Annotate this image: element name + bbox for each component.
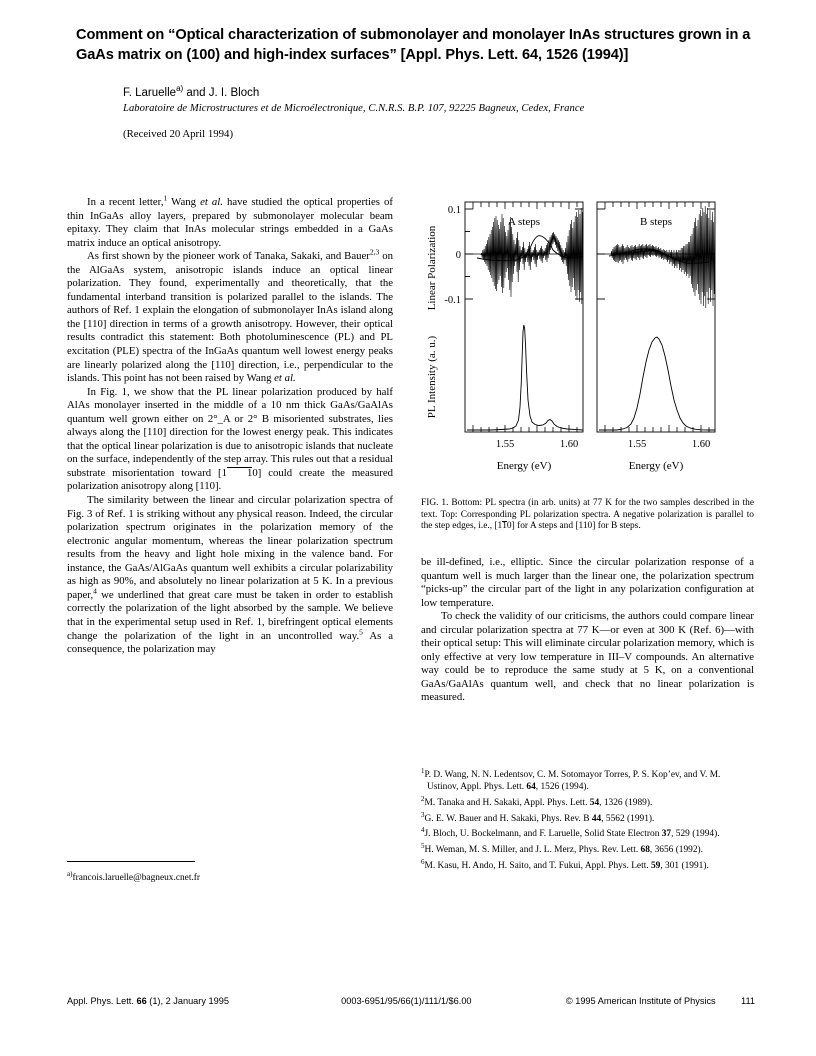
p4-text-a: The similarity between the linear and circular polarization spectra of Fig. 3 of Ref. 1 is striking without any physical reason. Indeed, the circular polarization spectrum originates in the polarization memory of the electronic angular momentum, whereas the linear polarization spectrum results from the heavy and light hole mixing in the valence band. For instance, the GaAs/AlGaAs quantum well exhibits a circular polarizability as high as 90%, and absolutely no linear polarization at 5 K. In a previous paper, bbox=[67, 494, 393, 601]
reference-item bbox=[421, 857, 754, 873]
p4-text-b: we underlined that great care must be taken in order to establish correctly the polarization of the light absorbed by the sample. We believe that in the experimental setup used in Ref. 1, birefringent optical elements change the polarization of the light in an uncontrolled way. bbox=[67, 588, 393, 642]
paragraph-1 bbox=[67, 193, 393, 250]
citation-ref-2-3[interactable]: 2,3 bbox=[369, 247, 380, 257]
footer-article-code: 0003-6951/95/66(1)/111/1/$6.00 bbox=[341, 996, 472, 1006]
figure-1-svg bbox=[421, 192, 754, 488]
footer-journal-volume: 66 bbox=[136, 996, 147, 1006]
author-names: F. Laruelle bbox=[123, 86, 177, 99]
reference-item bbox=[421, 766, 754, 794]
reference-text-post: , 1526 (1994). bbox=[535, 781, 589, 792]
reference-text-post: , 1326 (1989). bbox=[599, 797, 653, 808]
reference-item bbox=[421, 794, 754, 810]
paragraph-2 bbox=[67, 247, 394, 385]
reference-volume: 59 bbox=[650, 861, 661, 872]
footer-journal-post: (1), 2 January 1995 bbox=[146, 996, 229, 1006]
reference-text-pre: M. Tanaka and H. Sakaki, Appl. Phys. Lett. bbox=[424, 797, 590, 808]
affiliation: Laboratoire de Microstructures et de Microélectronique, C.N.R.S. B.P. 107, 92225 Bagneux, Cedex, France bbox=[123, 102, 585, 114]
p1-text-b: Wang bbox=[167, 196, 201, 208]
p4-text-c: As a consequence, the polarization may bbox=[67, 629, 394, 656]
reference-volume: 68 bbox=[640, 845, 650, 856]
left-column bbox=[67, 193, 394, 657]
p2-text-a: As first shown by the pioneer work of Tanaka, Sakaki, and Bauer bbox=[87, 250, 370, 263]
footer-copyright: © 1995 American Institute of Physics bbox=[565, 996, 716, 1006]
reference-text-pre: J. Bloch, U. Bockelmann, and F. Laruelle, Solid State Electron bbox=[424, 829, 662, 840]
reference-item bbox=[421, 810, 754, 826]
x-tick-b-160: 1.60 bbox=[691, 439, 711, 450]
p3-text-b: 0] could create the measured polarization anisotropy along [110]. bbox=[67, 466, 394, 493]
reference-number: 1 bbox=[421, 767, 425, 775]
figure-caption-label: FIG. 1. bbox=[421, 498, 449, 508]
p2-text-b: on the AlGaAs system, anisotropic islands induce an optical linear polarization. They found, experimentally and theoretically, that the fundamental interband transition is polarized parallel to the islands. The authors of Ref. 1 explain the elongation of submonolayer InAs island along the [110] direction in terms of a growth anisotropy. However, their optical results contradict this statement: Both photoluminescence (PL) and PL excitation (PLE) spectra of the InGaAs quantum well lowest energy peaks are linearly polarized along the [110] direction, i.e., perpendicular to the islands. This point has not been raised by Wang bbox=[67, 250, 394, 385]
reference-text-pre: H. Weman, M. S. Miller, and J. L. Merz, Phys. Rev. Lett. bbox=[424, 845, 641, 856]
figure-caption-part-a: Bottom: PL spectra (in arb. units) at 77 K for the two samples described in the text. Top: Corresponding PL polarization spectra. A negative polarization is parallel to the step edges, i.e., [1 bbox=[421, 498, 755, 532]
p1-text-c: have studied the optical properties of thin InGaAs alloy layers, prepared by submonolayer molecular beam epitaxy. They claim that InAs molecular strings embedded in a GaAs matrix induce an optical anisotropy. bbox=[67, 196, 393, 249]
figure-caption-overbar: 1 bbox=[502, 521, 507, 532]
reference-volume: 44 bbox=[591, 813, 602, 824]
reference-number: 6 bbox=[421, 858, 425, 867]
reference-number: 2 bbox=[421, 794, 425, 803]
citation-ref-4[interactable]: 4 bbox=[93, 586, 97, 596]
footnote-email-text[interactable]: francois.laruelle@bagneux.cnet.fr bbox=[72, 873, 201, 884]
miller-index-overbar: 1 bbox=[227, 467, 252, 478]
x-axis-label-b: Energy (eV) bbox=[628, 460, 684, 472]
received-date: (Received 20 April 1994) bbox=[123, 127, 234, 140]
footnote-divider bbox=[67, 861, 195, 862]
author-names-rest: and J. I. Bloch bbox=[183, 86, 260, 99]
y-tick-0.1: 0.1 bbox=[447, 205, 461, 216]
title-block bbox=[76, 26, 756, 140]
citation-ref-5[interactable]: 5 bbox=[359, 626, 363, 636]
reference-text-pre: P. D. Wang, N. N. Ledentsov, C. M. Sotomayor Torres, P. S. Kop’ev, and V. M. Ustinov, Appl. Phys. Lett. bbox=[424, 770, 721, 792]
reference-text-pre: M. Kasu, H. Ando, H. Saito, and T. Fukui, Appl. Phys. Lett. bbox=[424, 861, 651, 872]
reference-text-pre: G. E. W. Bauer and H. Sakaki, Phys. Rev. B bbox=[424, 813, 592, 824]
author-footnote-marker[interactable]: a) bbox=[176, 84, 184, 93]
reference-text-post: , 3656 (1992). bbox=[649, 845, 704, 856]
pl-spectrum-b bbox=[599, 337, 715, 430]
p1-italic: et al. bbox=[200, 196, 223, 208]
references-list bbox=[421, 766, 754, 873]
reference-volume: 37 bbox=[661, 829, 672, 840]
reference-text-post: , 301 (1991). bbox=[660, 861, 709, 872]
figure-caption-part-b: 0] for A steps and [110] for B steps. bbox=[506, 521, 641, 532]
right-column bbox=[421, 556, 754, 705]
reference-item bbox=[421, 825, 754, 841]
p3-text-a: In Fig. 1, we show that the PL linear polarization produced by half AlAs monolayer inserted in the middle of a 10 nm thick GaAs/GaAlAs quantum well grown either on 2°_A or 2° B misoriented substrates, lies always along the [110] direction for the lowest energy peak. This indicates that the optical linear polarization is due to anisotropic islands that nucleate on the surface, independently of the step array. This rules out that a residual substrate misorientation toward [1 bbox=[67, 385, 393, 479]
reference-number: 3 bbox=[421, 810, 425, 819]
reference-number: 4 bbox=[421, 826, 425, 835]
figure-1 bbox=[421, 192, 754, 488]
citation-ref-1[interactable]: 1 bbox=[163, 193, 168, 203]
reference-item bbox=[421, 841, 754, 857]
footer-journal-pre: Appl. Phys. Lett. bbox=[67, 996, 137, 1006]
footnote-email bbox=[67, 868, 393, 884]
panel-label-b-steps: B steps bbox=[639, 216, 673, 228]
pl-spectrum-a bbox=[467, 325, 583, 430]
right-paragraph-1: be ill-defined, i.e., elliptic. Since the circular polarization response of a quantum well is much larger than the linear one, the polarization spectrum “picks-up” the circular part of the light in any polarization configuration at low temperature. bbox=[421, 556, 754, 609]
x-axis-label-a: Energy (eV) bbox=[496, 460, 552, 472]
footer-page-number: 111 bbox=[741, 996, 755, 1006]
paragraph-3 bbox=[67, 386, 393, 494]
page-footer bbox=[67, 996, 755, 1006]
reference-volume: 54 bbox=[589, 797, 600, 808]
x-tick-a-155: 1.55 bbox=[495, 439, 515, 450]
author-line bbox=[123, 82, 756, 100]
reference-volume: 64 bbox=[526, 781, 536, 792]
footer-journal bbox=[67, 996, 297, 1006]
x-tick-b-155: 1.55 bbox=[627, 439, 647, 450]
figure-caption bbox=[421, 498, 754, 533]
page-title: Comment on “Optical characterization of submonolayer and monolayer InAs structures grown in a GaAs matrix on (100) and high-index surfaces” [Appl. Phys. Lett. 64, 1526 (1994)] bbox=[76, 27, 751, 63]
y-axis-label-pl-intensity: PL Intensity (a. u.) bbox=[426, 335, 438, 419]
p1-text-a: In a recent letter, bbox=[87, 196, 164, 208]
y-axis-label-polarization: Linear Polarization bbox=[426, 225, 438, 311]
y-tick-0: 0 bbox=[455, 250, 461, 261]
reference-text-post: , 529 (1994). bbox=[671, 829, 720, 840]
reference-text-post: , 5562 (1991). bbox=[601, 813, 655, 824]
p2-italic: et al. bbox=[274, 372, 296, 385]
reference-number: 5 bbox=[421, 842, 425, 851]
footnote-marker: a) bbox=[67, 870, 73, 878]
paragraph-4 bbox=[67, 494, 393, 657]
panel-label-a-steps: A steps bbox=[507, 216, 541, 228]
x-tick-a-160: 1.60 bbox=[559, 439, 579, 450]
right-paragraph-2: To check the validity of our criticisms, the authors could compare linear and circular polarization spectra at 77 K—or even at 300 K (Ref. 6)—with their optical setup: This will eliminate circular polarization memory, which is only effective at very low temperature in III–V compounds. An alternative way could be to reproduce the same study at 5 K, on a conventional GaAs/GaAlAs quantum well, and check that no linear polarization is measured. bbox=[421, 610, 754, 704]
y-tick-neg0.1: -0.1 bbox=[444, 295, 461, 306]
